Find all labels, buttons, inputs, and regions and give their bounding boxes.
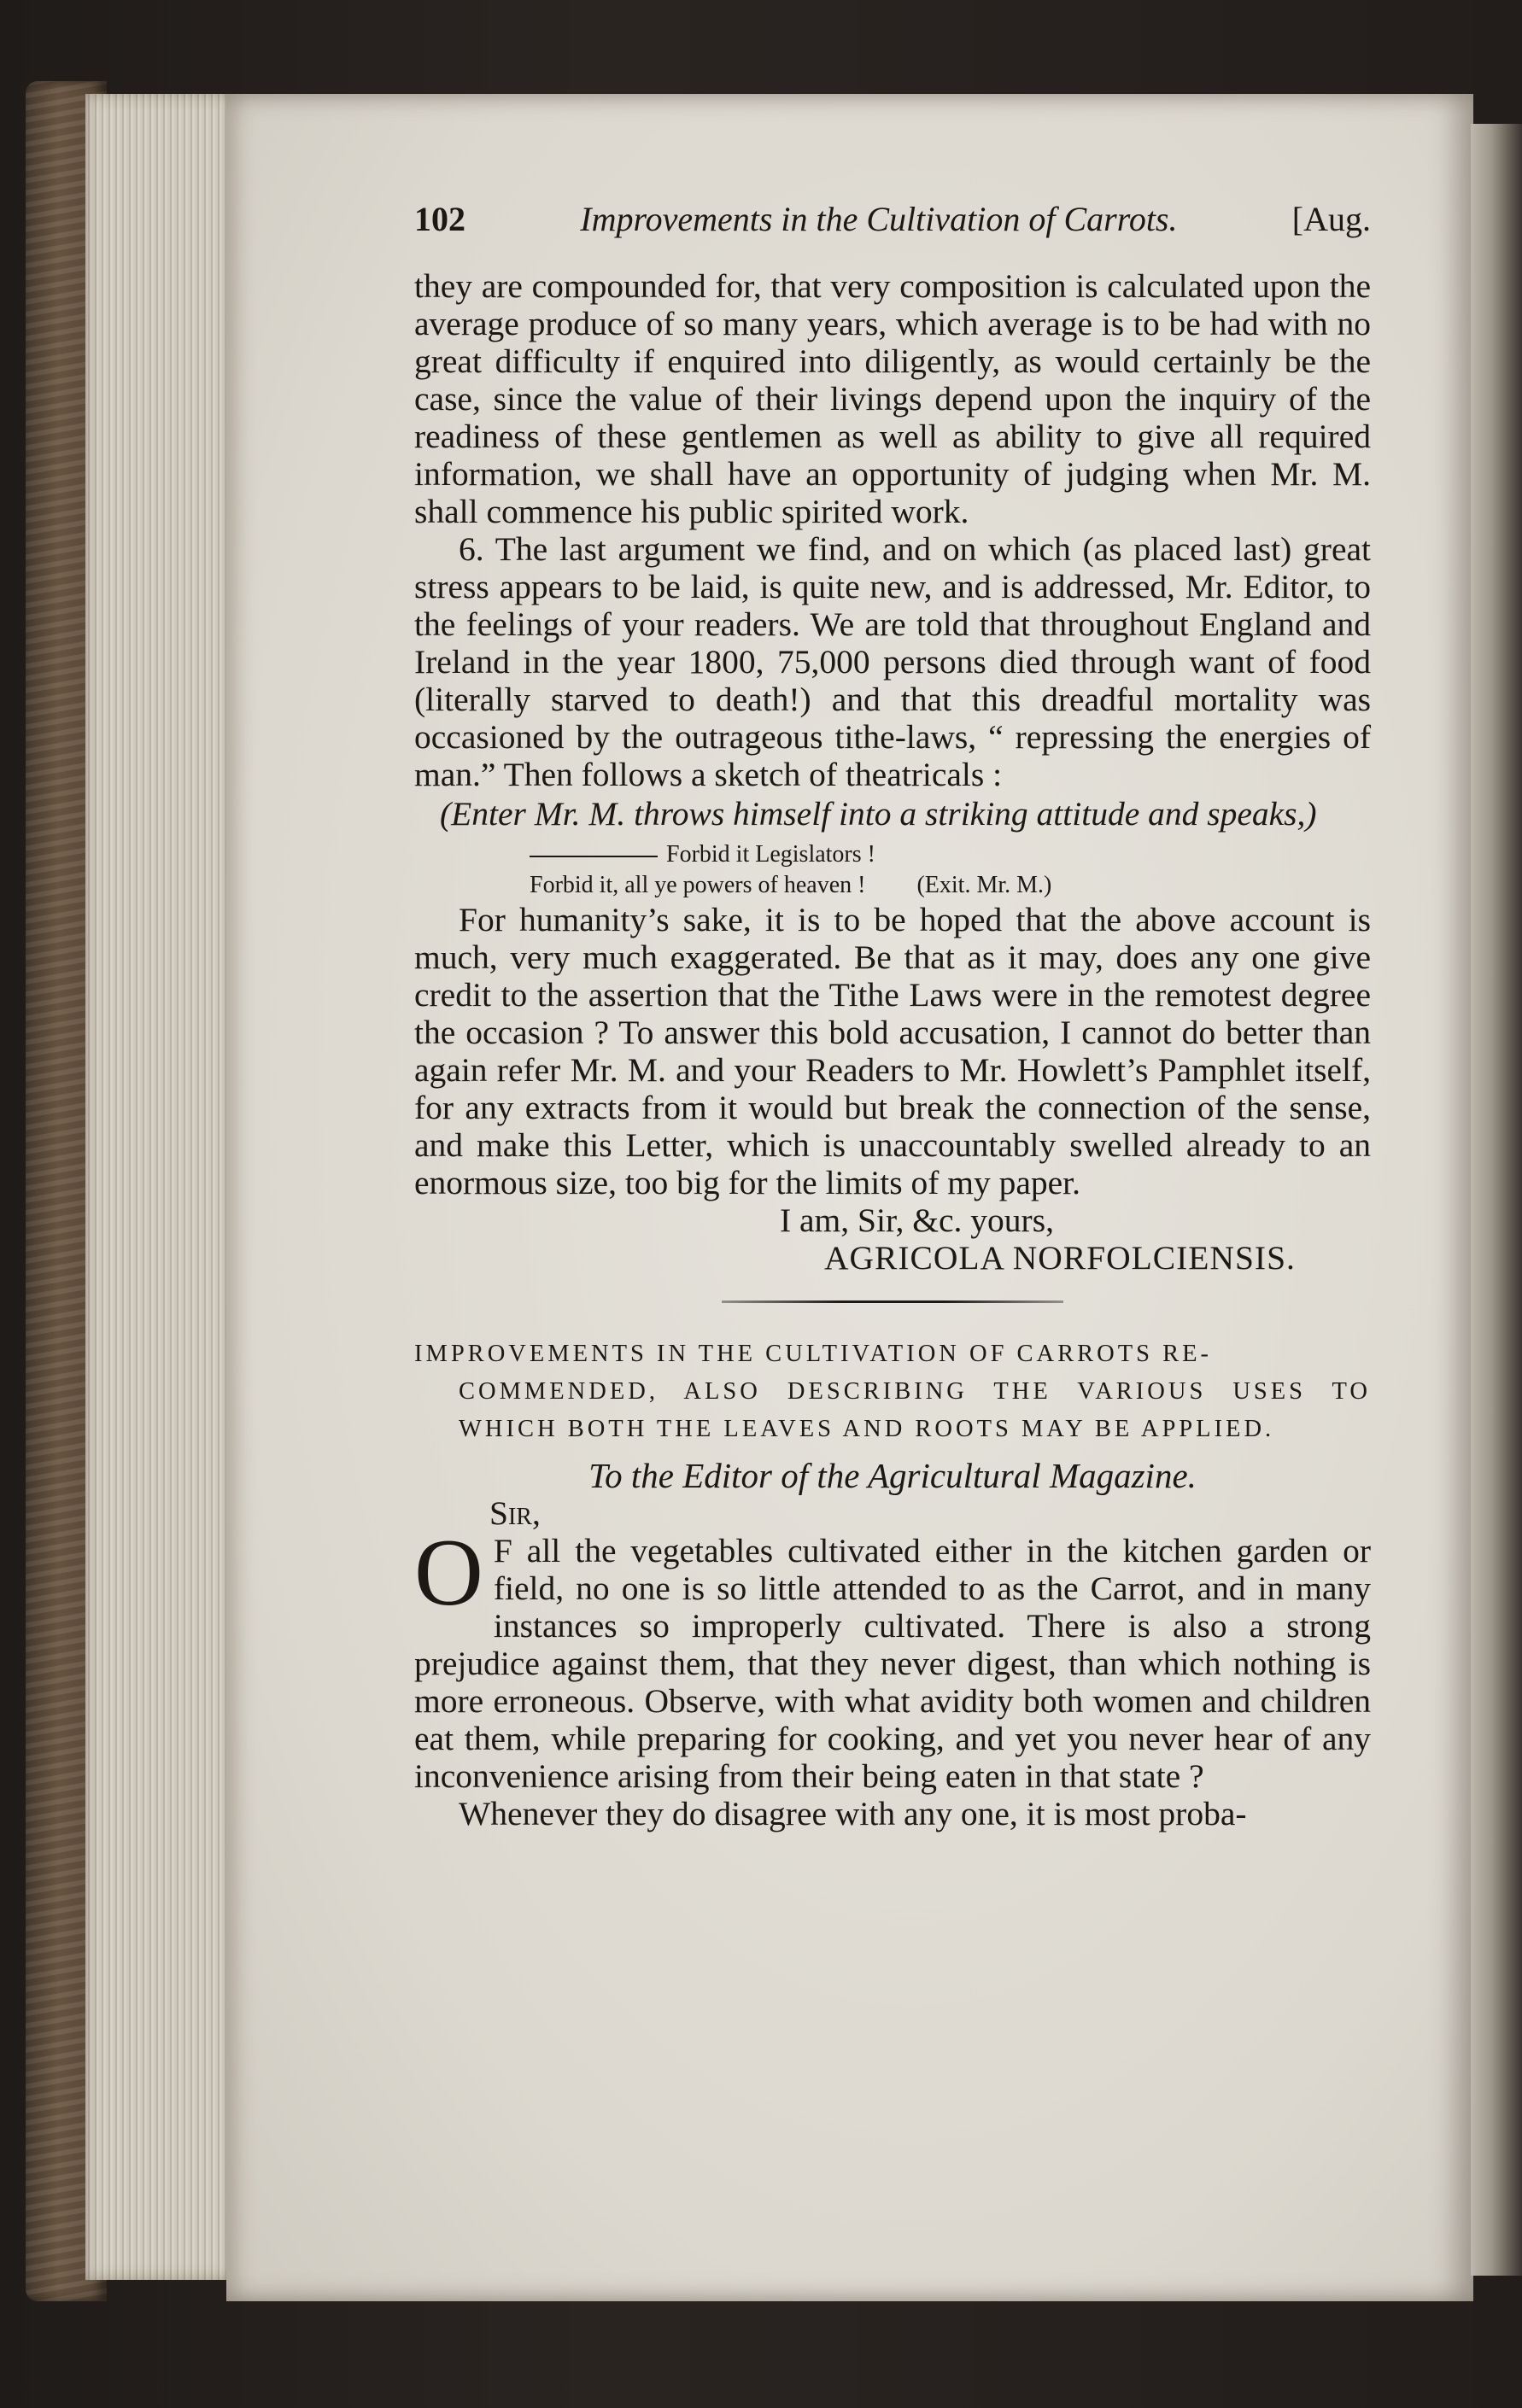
paragraph-argument-6: 6. The last argument we find, and on which (as placed last) great stress appears to be laid, is quite new, and is addressed, Mr. Editor, to the feelings of your readers. We are told that throughout England and Ireland in the year 1800, 75,000 persons died through want of food (literally starved to death!) and that this dreadful mortality was occasioned by the outrageous tithe-laws, “ repressing the energies of man.” Then follows a sketch of theatricals : (414, 530, 1371, 793)
page-number: 102 (414, 200, 465, 238)
page-text (414, 201, 1371, 1832)
verse-quote (414, 839, 1371, 901)
section-divider (722, 1300, 1063, 1303)
article-title (414, 1336, 1371, 1448)
salutation-to-editor: To the Editor of the Agricultural Magazine. (588, 1456, 1197, 1495)
verse-line-1 (414, 839, 1371, 870)
right-page-edge (1471, 124, 1522, 2276)
page-header (414, 201, 1371, 238)
page-edges (85, 94, 235, 2280)
stage-direction: (Enter Mr. M. throws himself into a striking attitude and speaks,) (440, 795, 1317, 833)
verse-line-2-text: Forbid it, all ye powers of heaven ! (530, 872, 866, 898)
section-mark: [Aug. (1291, 200, 1371, 238)
verse-line-2 (414, 870, 1371, 901)
article-title-line-1: IMPROVEMENTS IN THE CULTIVATION OF CARROTS RE- (414, 1341, 1213, 1367)
signature: AGRICOLA NORFOLCIENSIS. (824, 1239, 1296, 1277)
verse-line-1-text: Forbid it Legislators ! (666, 841, 875, 868)
paragraph-last-line: Whenever they do disagree with any one, it is most proba- (459, 1795, 1247, 1832)
article-title-rest: COMMENDED, ALSO DESCRIBING THE VARIOUS USES TO WHICH BOTH THE LEAVES AND ROOTS MAY BE APPLIED. (459, 1378, 1371, 1442)
running-title: Improvements in the Cultivation of Carrots. (580, 200, 1178, 238)
exit-direction: (Exit. Mr. M.) (916, 872, 1052, 898)
salutation-sir: Sir, (489, 1494, 541, 1532)
paragraph-carrots-text: F all the vegetables cultivated either in the kitchen garden or field, no one is so little attended to as the Carrot, and in many instances so improperly cultivated. There is also a strong prejudice against them, that they never digest, than which nothing is more erroneous. Observe, with what avidity both women and children eat them, while preparing for cooking, and yet you never hear of any inconvenience arising from their being eaten in that state ? (414, 1532, 1371, 1795)
drop-cap: O (414, 1520, 483, 1626)
letter-closing (414, 1201, 1371, 1277)
verse-dash (530, 856, 658, 857)
closing-line: I am, Sir, &c. yours, (780, 1201, 1054, 1239)
paragraph-continuation: they are compounded for, that very composition is calculated upon the average produce of so many years, which average is to be had with no great difficulty if enquired into diligently, as would certainly be the case, since the value of their livings depend upon the inquiry of the readiness of these gentlemen as well as ability to give all required information, we shall have an opportunity of judging when Mr. M. shall commence his public spirited work. (414, 267, 1371, 530)
paragraph-humanity: For humanity’s sake, it is to be hoped that the above account is much, very much exaggerated. Be that as it may, does any one give credit to the assertion that the Tithe Laws were in the remotest degree the occasion ? To answer this bold accusation, I cannot do better than again refer Mr. M. and your Readers to Mr. Howlett’s Pamphlet itself, for any extracts from it would but break the connection of the sense, and make this Letter, which is unaccountably swelled already to an enormous size, too big for the limits of my paper. (414, 901, 1371, 1201)
paragraph-carrots (414, 1520, 1371, 1795)
